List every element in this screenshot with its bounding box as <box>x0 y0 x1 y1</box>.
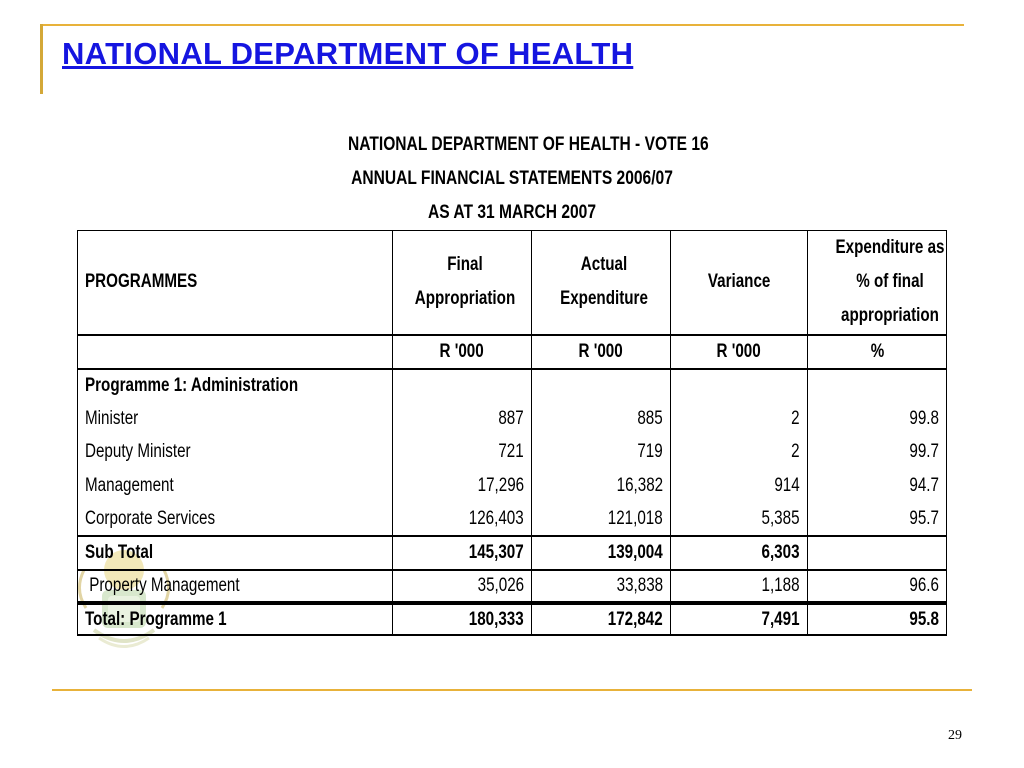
row-final: 721 <box>393 436 532 470</box>
table-row <box>78 503 947 537</box>
table-row <box>78 436 947 470</box>
property-variance: 1,188 <box>671 570 808 604</box>
row-final: 17,296 <box>393 469 532 503</box>
row-actual: 719 <box>532 436 671 470</box>
subtotal-variance: 6,303 <box>671 536 808 570</box>
units-cell-variance: R '000 <box>671 335 808 369</box>
subtotal-actual: 139,004 <box>532 536 671 570</box>
row-pct: 94.7 <box>808 469 947 503</box>
row-label: Minister <box>85 407 139 429</box>
table-header-row <box>78 231 947 335</box>
row-pct: 95.7 <box>808 503 947 537</box>
subtotal-pct <box>808 536 947 570</box>
row-label: Corporate Services <box>85 507 216 529</box>
units-cell-final: R '000 <box>393 335 532 369</box>
property-label: Property Management <box>78 570 393 604</box>
total-variance: 7,491 <box>671 603 808 635</box>
page-number: 29 <box>948 728 962 743</box>
units-cell-pct: % <box>808 335 947 369</box>
row-pct: 99.7 <box>808 436 947 470</box>
row-actual: 16,382 <box>532 469 671 503</box>
table-row <box>78 402 947 436</box>
section-title: Programme 1: Administration <box>85 374 299 396</box>
top-accent-rule <box>40 24 964 26</box>
report-heading-line-3: AS AT 31 MARCH 2007 <box>428 202 596 223</box>
report-heading <box>348 128 709 230</box>
total-pct: 95.8 <box>808 603 947 635</box>
row-variance: 5,385 <box>671 503 808 537</box>
subtotal-label: Sub Total <box>78 536 393 570</box>
financial-statements-table <box>77 230 947 636</box>
bottom-accent-rule <box>52 689 972 691</box>
row-label: Management <box>85 474 174 496</box>
header-final-appropriation: Final Appropriation <box>393 231 532 335</box>
header-expenditure-pct: Expenditure as % of final appropriation <box>808 231 947 335</box>
row-actual: 121,018 <box>532 503 671 537</box>
units-cell-actual: R '000 <box>532 335 671 369</box>
total-actual: 172,842 <box>532 603 671 635</box>
subtotal-final: 145,307 <box>393 536 532 570</box>
property-management-row <box>78 570 947 604</box>
subtotal-row <box>78 536 947 570</box>
row-pct: 99.8 <box>808 402 947 436</box>
row-variance: 2 <box>671 436 808 470</box>
report-heading-line-2: ANNUAL FINANCIAL STATEMENTS 2006/07 <box>351 168 673 189</box>
header-variance: Variance <box>671 231 808 335</box>
row-variance: 2 <box>671 402 808 436</box>
row-label: Deputy Minister <box>85 441 191 463</box>
row-final: 887 <box>393 402 532 436</box>
units-row <box>78 335 947 369</box>
property-pct: 96.6 <box>808 570 947 604</box>
total-row <box>78 603 947 635</box>
table-row <box>78 469 947 503</box>
total-label: Total: Programme 1 <box>78 603 393 635</box>
left-accent-rule <box>40 24 43 94</box>
row-variance: 914 <box>671 469 808 503</box>
row-actual: 885 <box>532 402 671 436</box>
units-cell-programmes <box>78 335 393 369</box>
property-final: 35,026 <box>393 570 532 604</box>
row-final: 126,403 <box>393 503 532 537</box>
header-actual-expenditure: Actual Expenditure <box>532 231 671 335</box>
section-title-row <box>78 369 947 403</box>
report-heading-line-1: NATIONAL DEPARTMENT OF HEALTH - VOTE 16 <box>348 134 709 155</box>
header-programmes: PROGRAMMES <box>78 231 393 335</box>
total-final: 180,333 <box>393 603 532 635</box>
property-actual: 33,838 <box>532 570 671 604</box>
slide-title: NATIONAL DEPARTMENT OF HEALTH <box>62 36 634 71</box>
